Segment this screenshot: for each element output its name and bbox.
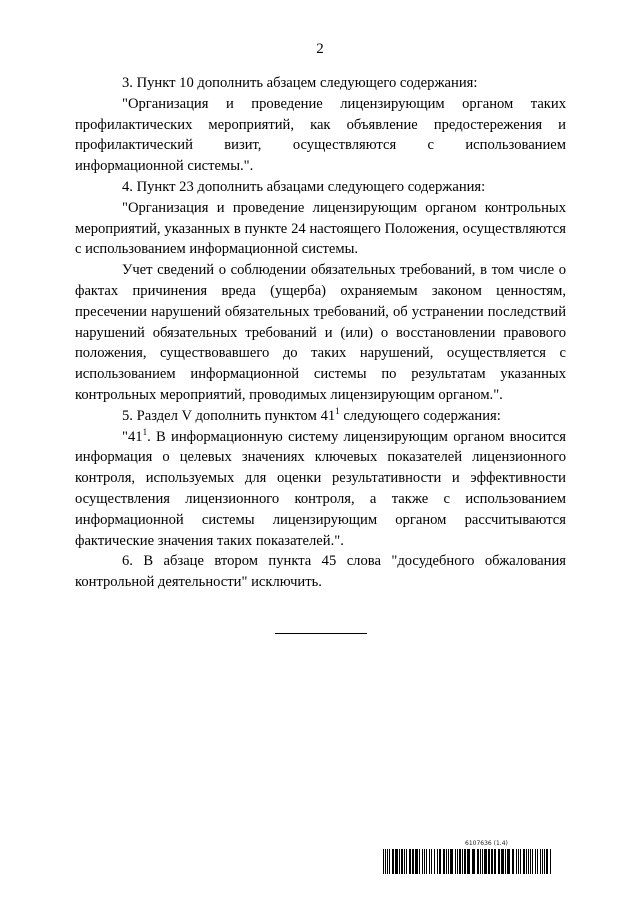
barcode-bar xyxy=(523,849,525,874)
barcode-bar xyxy=(542,849,543,874)
end-rule xyxy=(275,633,367,634)
barcode-bar xyxy=(383,849,384,874)
barcode-bar xyxy=(429,849,430,874)
barcode-bar xyxy=(484,849,487,874)
barcode-bar xyxy=(455,849,456,874)
barcode-bar xyxy=(392,849,394,874)
barcode-bar xyxy=(409,849,411,874)
paragraph-quote-item-3: "Организация и проведение лицензирующим органом таких профилактических мероприятий, как объявление предостережения и профилактический визит, осуществляются с использованием информационной системы.". xyxy=(75,95,566,175)
paragraph-text: 5. Раздел V дополнить пунктом 41 xyxy=(122,407,336,424)
barcode-bar xyxy=(505,849,506,874)
paragraph-quote-item-4a: "Организация и проведение лицензирующим органом контрольных мероприятий, указанных в пункте 24 настоящего Положения, осуществляются с использованием информационной системы. xyxy=(75,199,566,258)
barcode-bar xyxy=(448,849,449,874)
barcode-bar xyxy=(399,849,400,874)
barcode-bar xyxy=(501,849,504,874)
barcode-bar xyxy=(467,849,470,874)
barcode-bar xyxy=(491,849,493,874)
paragraph-text: "41 xyxy=(122,428,143,445)
paragraph-item-6: 6. В абзаце втором пункта 45 слова "досудебного обжалования контрольной деятельности" исключить. xyxy=(75,553,566,591)
paragraph-item-5 xyxy=(75,406,566,427)
superscript: 1 xyxy=(142,426,148,437)
barcode-bar xyxy=(412,849,414,874)
barcode-bar xyxy=(431,849,432,874)
superscript: 1 xyxy=(335,405,340,416)
barcode-bar xyxy=(540,849,541,874)
barcode-bar xyxy=(516,849,517,874)
barcode-bar xyxy=(401,849,403,874)
barcode-bar xyxy=(532,849,533,874)
barcode-bar xyxy=(544,849,545,874)
barcode-bar xyxy=(530,849,531,874)
barcode-bar xyxy=(422,849,423,874)
barcode-bar xyxy=(462,849,463,874)
paragraph-item-4: 4. Пункт 23 дополнить абзацами следующего содержания: xyxy=(122,178,486,195)
barcode-bar xyxy=(537,849,538,874)
paragraph-text: следующего содержания: xyxy=(339,407,501,424)
barcode-bar xyxy=(404,849,405,874)
barcode-bar xyxy=(526,849,527,874)
barcode-bar xyxy=(415,849,418,874)
document-body xyxy=(75,73,566,593)
barcode-bar xyxy=(550,849,551,874)
barcode xyxy=(383,849,555,874)
barcode-bar xyxy=(518,849,519,874)
barcode-bar xyxy=(434,849,435,874)
barcode-bar xyxy=(464,849,466,874)
paragraph-text: . В информационную систему лицензирующим органом вносится информация о целевых значениях ключевых показателей лицензионного контроля, используемых для оценки результативности и эффективности осуществления лицензионного контроля, а также с использованием информационной системы лицензирующим органом рассчитываются фактические значения таких показателей.". xyxy=(75,428,566,549)
barcode-bar xyxy=(406,849,407,874)
barcode-bar xyxy=(520,849,521,874)
barcode-bar xyxy=(494,849,496,874)
barcode-bar xyxy=(387,849,388,874)
barcode-bar xyxy=(389,849,390,874)
barcode-bar xyxy=(450,849,453,874)
barcode-bar xyxy=(498,849,500,874)
barcode-bar xyxy=(507,849,510,874)
barcode-bar xyxy=(446,849,447,874)
barcode-bar xyxy=(419,849,420,874)
page-number: 2 xyxy=(316,41,324,57)
barcode-bar xyxy=(439,849,441,874)
paragraph-quote-item-5 xyxy=(75,427,566,552)
paragraph-item-3: 3. Пункт 10 дополнить абзацем следующего содержания: xyxy=(122,75,478,91)
barcode-bar xyxy=(437,849,438,874)
barcode-bar xyxy=(395,849,398,874)
barcode-bar xyxy=(477,849,479,874)
barcode-bar xyxy=(426,849,427,874)
barcode-bar xyxy=(528,849,529,874)
barcode-bar xyxy=(546,849,548,874)
barcode-bar xyxy=(488,849,490,874)
paragraph-quote-item-4b: Учет сведений о соблюдении обязательных требований, в том числе о фактах причинения вреда (ущерба) охраняемым законом ценностям, пресечении нарушений обязательных требований, об устранении последствий нарушений обязательных требований и (или) о восстановлении правового положения, существовавшего до таких нарушений, осуществляется с использованием информационной системы по результатам указанных контрольных мероприятий, проводимых лицензирующим органом.". xyxy=(75,262,566,403)
barcode-bar xyxy=(385,849,386,874)
barcode-bar xyxy=(482,849,483,874)
barcode-bar xyxy=(457,849,458,874)
barcode-bar xyxy=(443,849,445,874)
barcode-label: 6107636 (1.4) xyxy=(465,840,508,847)
barcode-bar xyxy=(535,849,536,874)
barcode-bar xyxy=(512,849,514,874)
barcode-bar xyxy=(459,849,461,874)
barcode-bar xyxy=(472,849,475,874)
barcode-bar xyxy=(480,849,481,874)
barcode-bar xyxy=(424,849,425,874)
